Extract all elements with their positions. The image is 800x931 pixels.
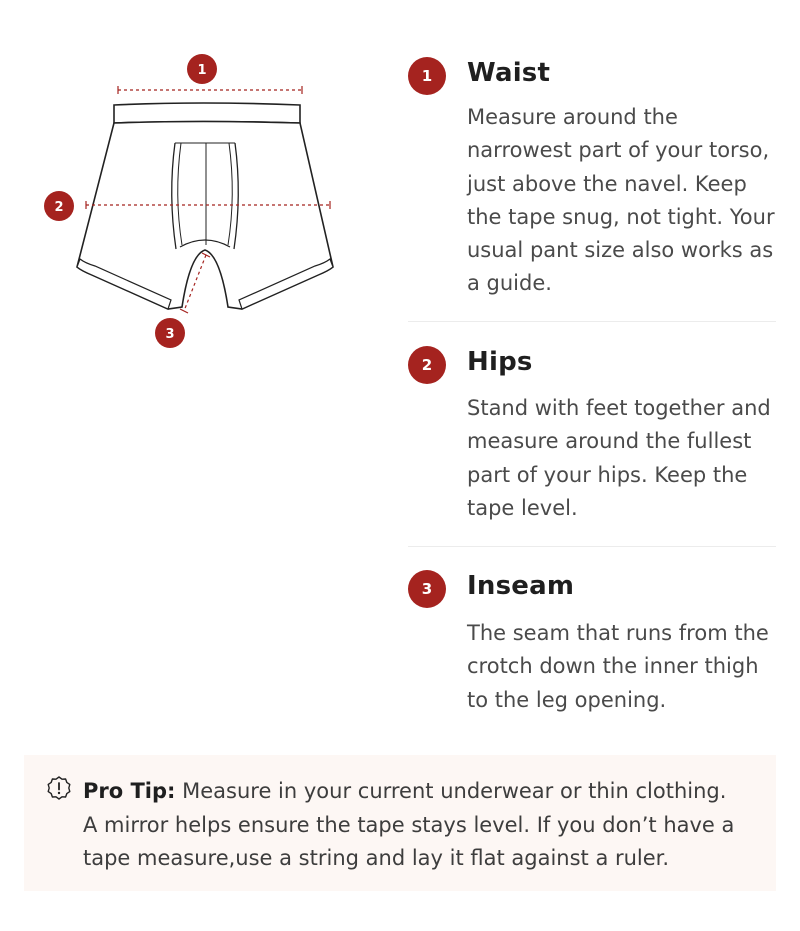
step-number-badge: 2 — [408, 346, 446, 384]
pro-tip-box — [24, 755, 776, 891]
section-divider — [408, 546, 776, 547]
alert-badge-icon — [46, 775, 72, 801]
inseam-badge-number: 3 — [165, 327, 175, 342]
step-description: Measure around the narrowest part of your torso, just above the navel. Keep the tape snug, not tight. Your usual pant size also works as a guide. — [467, 105, 775, 296]
step-title: Hips — [467, 347, 533, 377]
step-title: Waist — [467, 58, 551, 88]
step-description: The seam that runs from the crotch down the inner thigh to the leg opening. — [467, 621, 769, 712]
step-title: Inseam — [467, 571, 575, 601]
section-divider — [408, 321, 776, 322]
step-number-badge: 3 — [408, 570, 446, 608]
hips-badge-number: 2 — [54, 200, 64, 215]
boxer-brief-diagram — [30, 45, 360, 355]
pro-tip-text — [83, 775, 746, 876]
boxer-brief-illustration — [30, 45, 360, 355]
inseam-tick-bottom — [180, 309, 188, 313]
inseam-badge — [155, 318, 185, 348]
waist-badge-number: 1 — [197, 63, 207, 78]
step-number-badge: 1 — [408, 57, 446, 95]
hips-badge — [44, 191, 74, 221]
step-description: Stand with feet together and measure around the fullest part of your hips. Keep the tape level. — [467, 396, 771, 520]
pro-tip-body: Measure in your current underwear or thin clothing. A mirror helps ensure the tape stays level. If you don’t have a tape measure,use a string and lay it flat against a ruler. — [83, 779, 735, 870]
waist-badge — [187, 54, 217, 84]
waistband-outline — [114, 103, 300, 123]
pro-tip-label: Pro Tip: — [83, 779, 176, 803]
